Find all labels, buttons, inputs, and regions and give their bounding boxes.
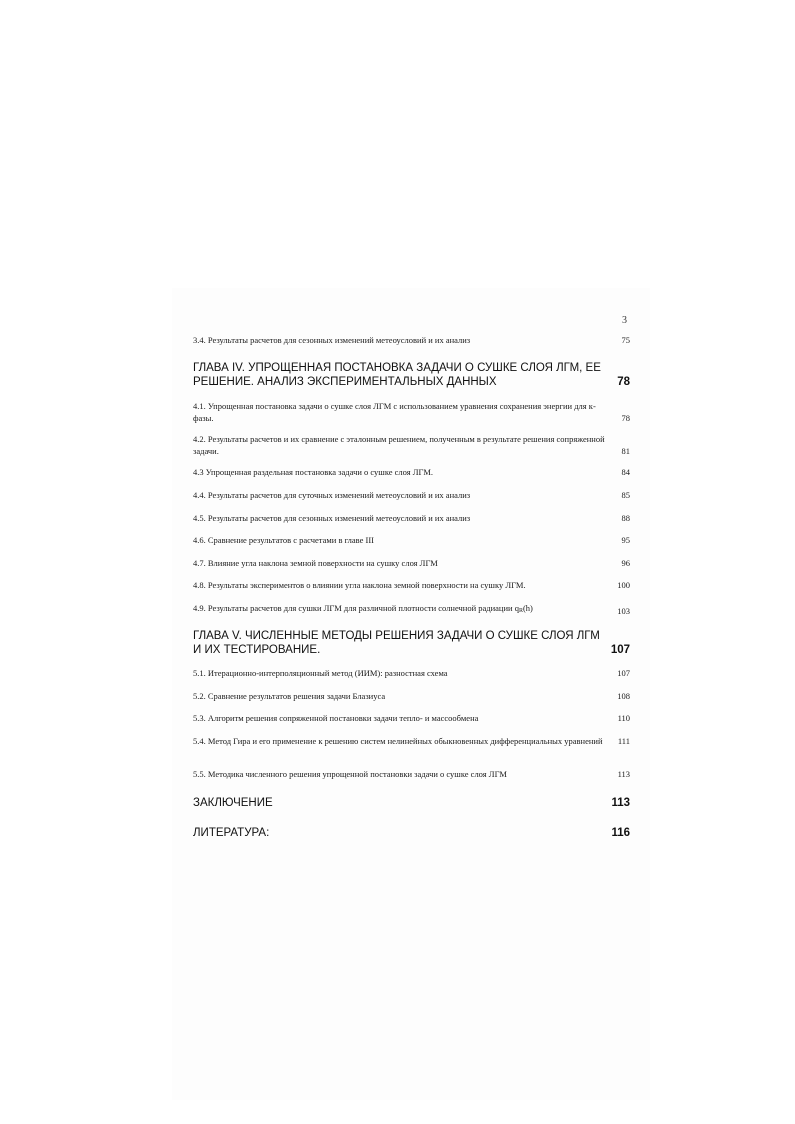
toc-entry-title: 3.4. Результаты расчетов для сезонных изменений метеоусловий и их анализ	[193, 335, 471, 345]
toc-entry	[193, 580, 630, 592]
toc-chapter	[193, 362, 630, 389]
toc-entry-title: 4.6. Сравнение результатов с расчетами в главе III	[193, 535, 375, 545]
toc-entry-page: 103	[617, 606, 630, 616]
toc-entry-title: 4.1. Упрощенная постановка задачи о сушке слоя ЛГМ с использованием уравнения сохранения энергии для к-фазы.	[193, 401, 596, 423]
toc-entry-title: 4.8. Результаты экспериментов о влиянии угла наклона земной поверхности на сушку ЛГМ.	[193, 580, 526, 590]
toc-entry-title: 4.2. Результаты расчетов и их сравнение с эталонным решением, полученным в результате решения сопряженной задачи.	[193, 434, 605, 456]
subscript: R	[518, 608, 523, 614]
toc-entry-page: 100	[617, 580, 630, 590]
toc-entry-title: 4.7. Влияние угла наклона земной поверхности на сушку слоя ЛГМ	[193, 558, 438, 568]
toc-entry-page: 85	[621, 490, 630, 500]
toc-chapter-page: 116	[611, 827, 630, 839]
toc-entry-title: 5.3. Алгоритм решения сопряженной постановки задачи тепло- и массообмена	[193, 713, 479, 723]
toc-entry	[193, 668, 630, 680]
toc-entry-title: 5.5. Методика численного решения упрощенной постановки задачи о сушке слоя ЛГМ	[193, 769, 507, 779]
toc-entry-page: 107	[617, 668, 630, 678]
toc-entry	[193, 335, 630, 347]
toc-entry-title: 5.4. Метод Гира и его применение к решению систем нелинейных обыкновенных дифференциальных уравнений	[193, 736, 603, 746]
toc-entry	[193, 736, 630, 748]
toc-entry-page: 108	[617, 691, 630, 701]
toc-entry-title: 5.1. Итерационно-интерполяционный метод (ИИМ): разностная схема	[193, 668, 448, 678]
toc-entry-title: 4.3 Упрощенная раздельная постановка задачи о сушке слоя ЛГМ.	[193, 467, 434, 477]
toc-chapter	[193, 797, 630, 811]
toc-entry-title-tail: (h)	[522, 603, 533, 613]
toc-chapter	[193, 827, 630, 841]
toc-entry	[193, 490, 630, 502]
toc-entry	[193, 691, 630, 703]
toc-entry-title: 4.5. Результаты расчетов для сезонных изменений метеоусловий и их анализ	[193, 513, 471, 523]
toc-chapter	[193, 630, 630, 657]
toc-entry	[193, 535, 630, 547]
toc-entry	[193, 467, 630, 479]
toc-entry-page: 75	[621, 335, 630, 345]
toc-entry-title: 4.4. Результаты расчетов для суточных изменений метеоусловий и их анализ	[193, 490, 471, 500]
toc-entry-page: 96	[621, 558, 630, 568]
toc-chapter-page: 113	[611, 797, 630, 809]
page-number: 3	[622, 315, 627, 326]
toc-entry	[193, 558, 630, 570]
toc-entry-page: 110	[617, 713, 630, 723]
toc-entry-page: 84	[621, 467, 630, 477]
toc-entry-title	[193, 603, 605, 618]
toc-entry-page: 111	[617, 736, 630, 746]
toc-entry-page: 95	[621, 535, 630, 545]
toc-chapter-title: ГЛАВА V. ЧИСЛЕННЫЕ МЕТОДЫ РЕШЕНИЯ ЗАДАЧИ О СУШКЕ СЛОЯ ЛГМ И ИХ ТЕСТИРОВАНИЕ.	[193, 630, 600, 656]
toc-entry	[193, 513, 630, 525]
toc-entry	[193, 434, 630, 457]
toc-entry-page: 78	[621, 412, 630, 423]
toc-entry-title-main: 4.9. Результаты расчетов для сушки ЛГМ для различной плотности солнечной радиации q	[193, 603, 519, 613]
toc-chapter-page: 78	[617, 375, 630, 388]
toc-entry-page: 88	[621, 513, 630, 523]
toc-chapter-title: ЗАКЛЮЧЕНИЕ	[193, 797, 273, 809]
toc-chapter-title: ЛИТЕРАТУРА:	[193, 827, 270, 839]
toc-entry	[193, 401, 630, 424]
toc-entry	[193, 713, 630, 725]
toc-chapter-title: ГЛАВА IV. УПРОЩЕННАЯ ПОСТАНОВКА ЗАДАЧИ О СУШКЕ СЛОЯ ЛГМ, ЕЕ РЕШЕНИЕ. АНАЛИЗ ЭКСПЕРИМЕНТАЛЬНЫХ ДАННЫХ	[193, 362, 601, 388]
toc-chapter-page: 107	[610, 643, 630, 656]
toc-entry-title: 5.2. Сравнение результатов решения задачи Блазиуса	[193, 691, 386, 701]
toc-entry	[193, 603, 630, 618]
toc-entry-page: 81	[621, 445, 630, 456]
toc-entry-page: 113	[617, 769, 630, 779]
toc-entry	[193, 769, 630, 781]
